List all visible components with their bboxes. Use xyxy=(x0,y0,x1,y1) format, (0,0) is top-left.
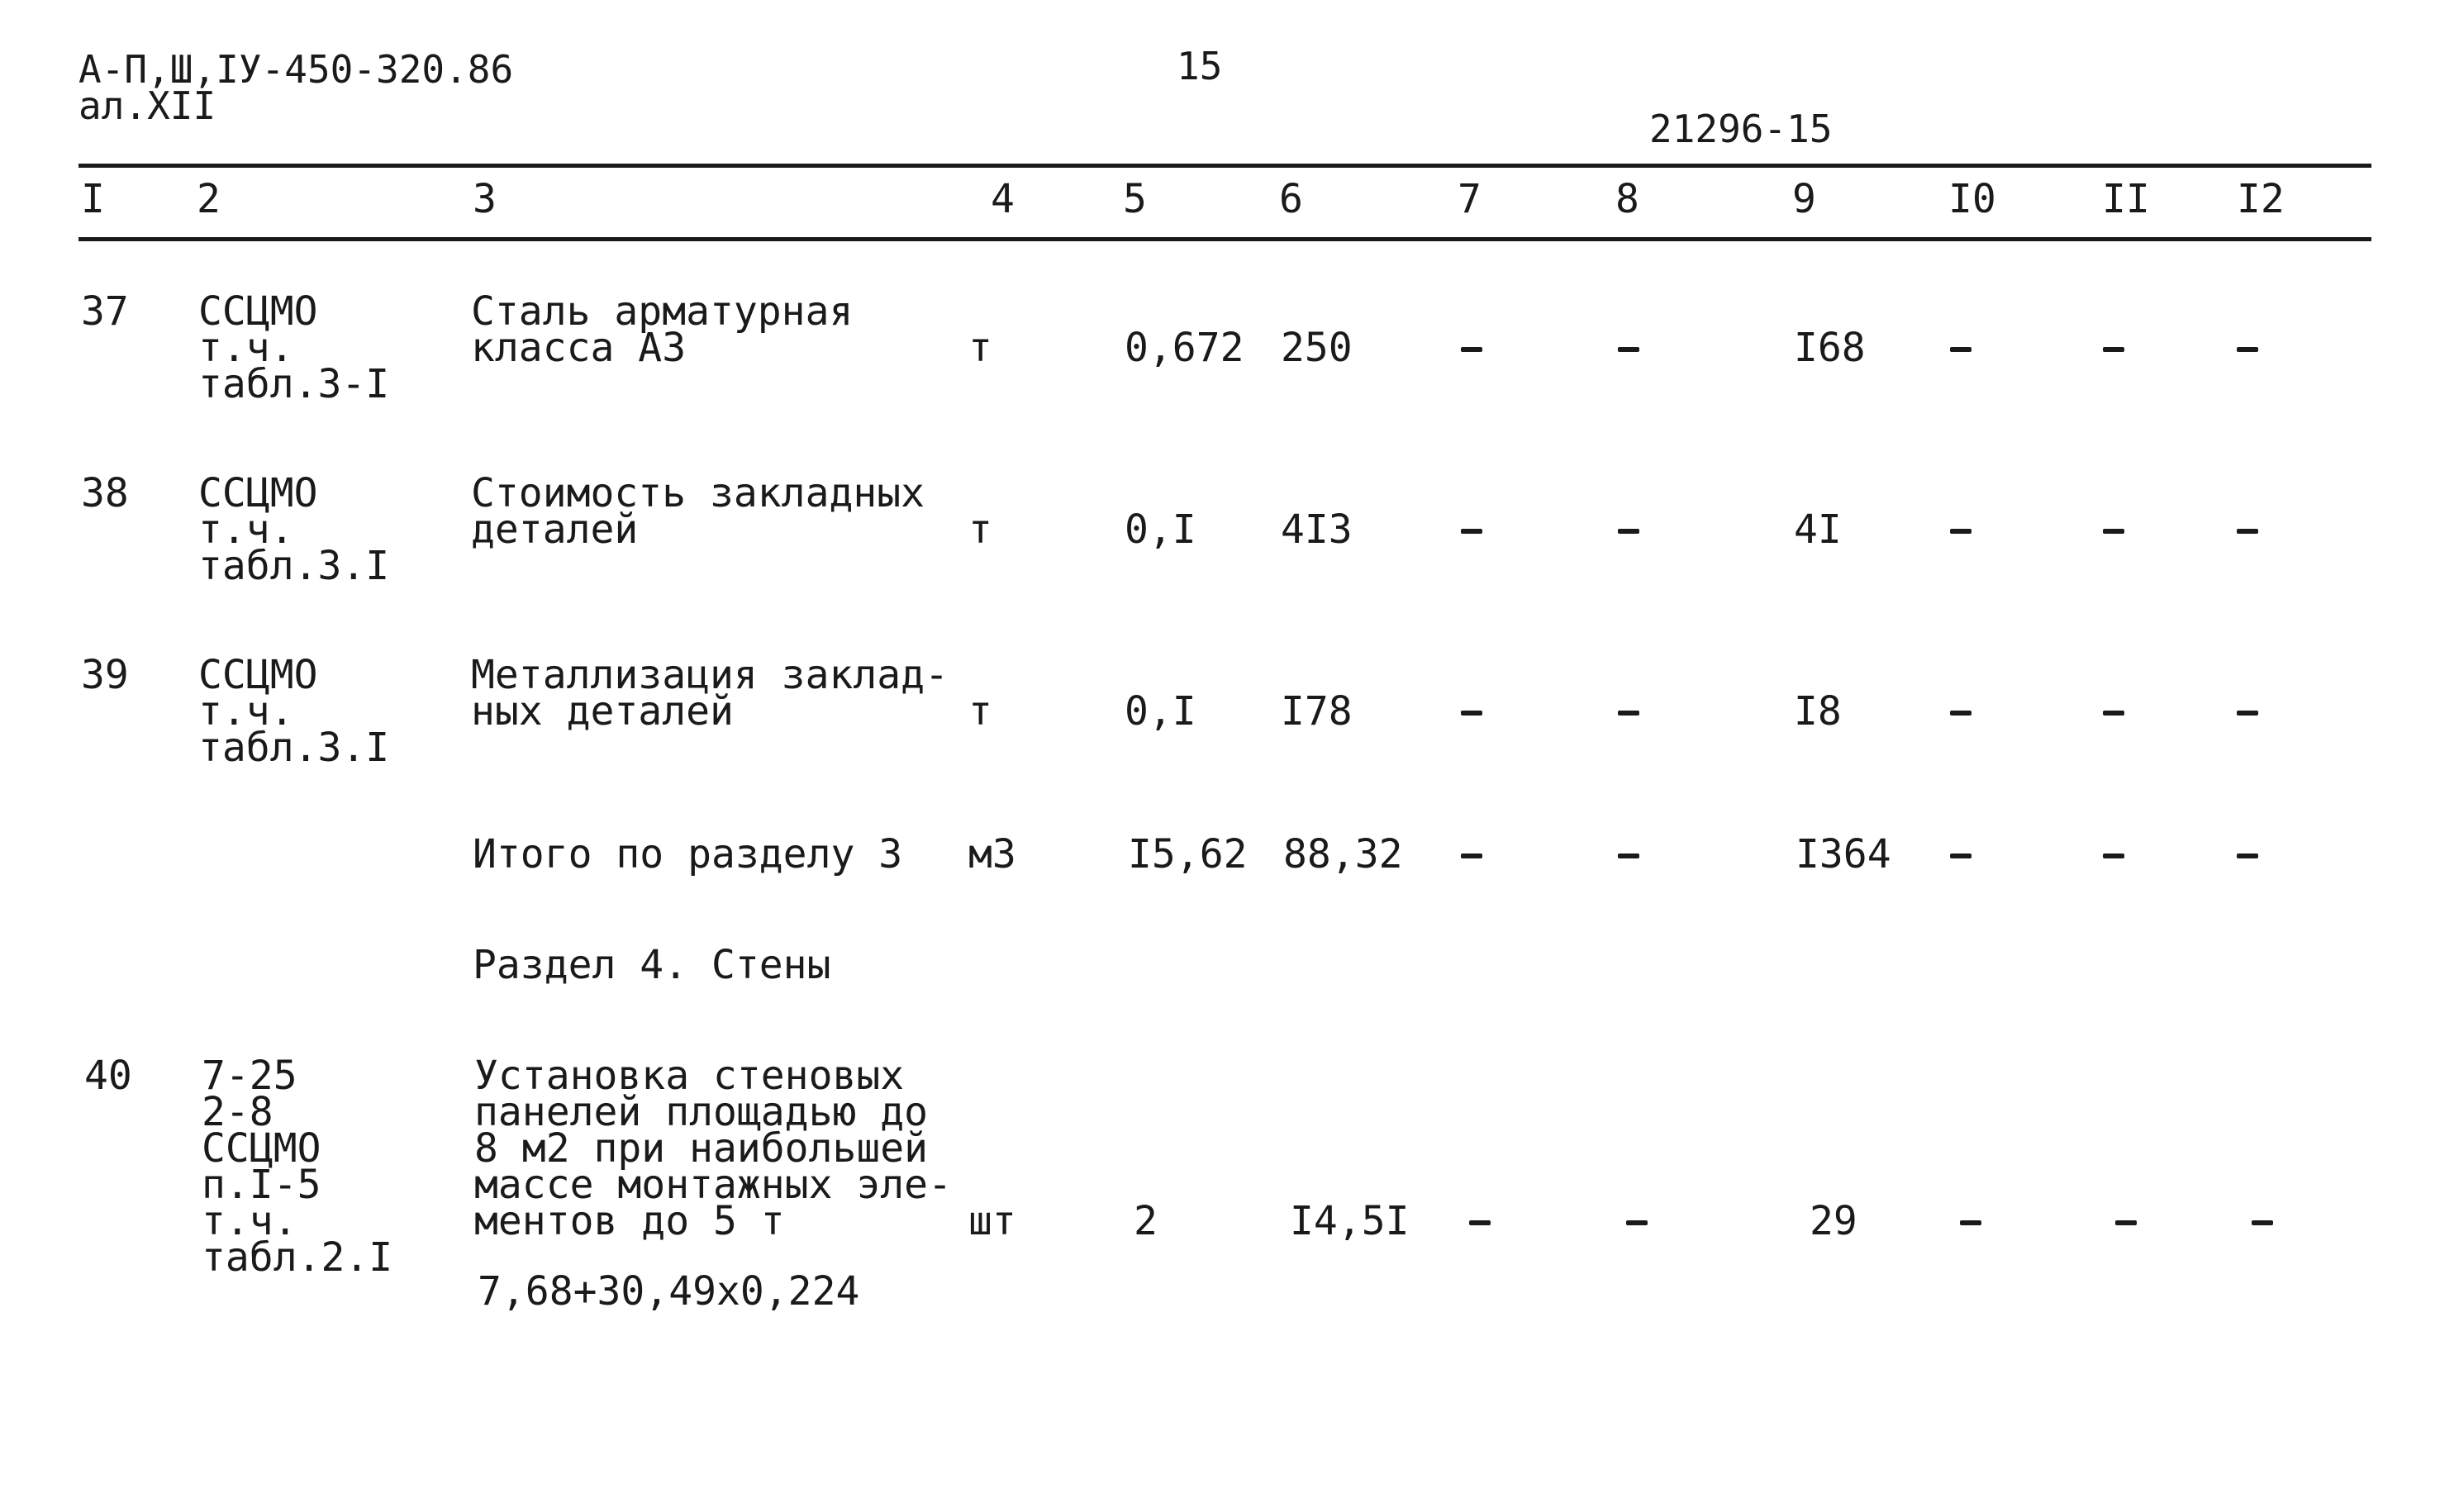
total-cost-cell: I68 xyxy=(1794,325,1866,371)
empty-cell-dash xyxy=(1950,853,1972,858)
calculation-formula: 7,68+30,49х0,224 xyxy=(478,1268,860,1315)
norm-code-line: ССЦМО xyxy=(202,1125,321,1172)
column-header-7: 7 xyxy=(1458,176,1482,222)
column-header-3: 3 xyxy=(473,176,497,222)
empty-cell-dash xyxy=(1461,853,1482,858)
column-header-9: 9 xyxy=(1792,176,1816,222)
column-header-11: II xyxy=(2102,176,2150,222)
column-header-6: 6 xyxy=(1279,176,1303,222)
unit-cost-cell: 250 xyxy=(1281,325,1353,371)
empty-cell-dash xyxy=(2103,529,2124,534)
empty-cell-dash xyxy=(2103,711,2124,716)
row-number: 38 xyxy=(81,470,129,516)
total-cost-cell: I8 xyxy=(1794,688,1842,735)
norm-code-line: табл.3.I xyxy=(198,725,390,771)
quantity-cell: 2 xyxy=(1134,1198,1158,1244)
quantity-cell: 0,I xyxy=(1125,688,1196,735)
quantity-cell: 0,I xyxy=(1125,506,1196,553)
empty-cell-dash xyxy=(1950,711,1972,716)
section-title: Раздел 4. Стены xyxy=(473,942,831,988)
norm-code-line: табл.3.I xyxy=(198,543,390,589)
document-code: А-П,Ш,IУ-450-320.86 xyxy=(78,47,514,92)
total-cost-cell: 29 xyxy=(1810,1198,1857,1244)
work-name-line: панелей площадью до xyxy=(474,1089,929,1135)
work-name-line: 8 м2 при наибольшей xyxy=(474,1125,929,1172)
empty-cell-dash xyxy=(1461,529,1482,534)
row-number: 37 xyxy=(81,288,129,335)
empty-cell-dash xyxy=(1618,711,1639,716)
empty-cell-dash xyxy=(1461,347,1482,352)
column-header-8: 8 xyxy=(1615,176,1639,222)
work-name-line: Металлизация заклад- xyxy=(471,652,949,698)
column-header-2: 2 xyxy=(197,176,221,222)
column-header-12: I2 xyxy=(2237,176,2285,222)
row-number: 40 xyxy=(84,1053,132,1099)
work-name-line: Стоимость закладных xyxy=(471,470,925,516)
work-name-line: ных деталей xyxy=(471,688,734,735)
empty-cell-dash xyxy=(1618,529,1639,534)
unit-cost-cell: I78 xyxy=(1281,688,1353,735)
empty-cell-dash xyxy=(1469,1220,1491,1225)
empty-cell-dash xyxy=(2237,711,2258,716)
quantity-cell: I5,62 xyxy=(1128,831,1248,877)
total-cost-cell: I364 xyxy=(1796,831,1891,877)
empty-cell-dash xyxy=(1960,1220,1981,1225)
empty-cell-dash xyxy=(2103,347,2124,352)
norm-code-line: ССЦМО xyxy=(198,652,318,698)
empty-cell-dash xyxy=(2115,1220,2137,1225)
norm-code-line: ССЦМО xyxy=(198,470,318,516)
unit-cost-cell: 4I3 xyxy=(1281,506,1353,553)
section-total-label: Итого по разделу 3 xyxy=(473,831,903,877)
norm-code-line: п.I-5 xyxy=(202,1162,321,1208)
header-bottom-rule xyxy=(78,237,2371,241)
total-cost-cell: 4I xyxy=(1794,506,1842,553)
norm-code-line: т.ч. xyxy=(198,688,294,735)
empty-cell-dash xyxy=(2237,529,2258,534)
column-header-1: I xyxy=(81,176,105,222)
norm-code-line: т.ч. xyxy=(198,506,294,553)
empty-cell-dash xyxy=(1618,853,1639,858)
norm-code-line: ССЦМО xyxy=(198,288,318,335)
unit-cell: т xyxy=(968,688,992,735)
header-top-rule xyxy=(78,164,2371,168)
norm-code-line: 2-8 xyxy=(202,1089,273,1135)
quantity-cell: 0,672 xyxy=(1125,325,1244,371)
work-name-line: массе монтажных эле- xyxy=(474,1162,952,1208)
album-label: ал.XII xyxy=(78,83,216,128)
page-number: 15 xyxy=(1177,44,1223,88)
unit-cost-cell: 88,32 xyxy=(1283,831,1403,877)
unit-cell: шт xyxy=(968,1198,1016,1244)
empty-cell-dash xyxy=(1950,529,1972,534)
empty-cell-dash xyxy=(2237,347,2258,352)
unit-cell: т xyxy=(968,325,992,371)
norm-code-line: т.ч. xyxy=(198,325,294,371)
empty-cell-dash xyxy=(1461,711,1482,716)
column-header-5: 5 xyxy=(1123,176,1147,222)
norm-code-line: т.ч. xyxy=(202,1198,297,1244)
work-name-line: класса А3 xyxy=(471,325,687,371)
empty-cell-dash xyxy=(1950,347,1972,352)
empty-cell-dash xyxy=(2237,853,2258,858)
unit-cost-cell: I4,5I xyxy=(1290,1198,1410,1244)
unit-cell: т xyxy=(968,506,992,553)
stamp-number: 21296-15 xyxy=(1649,107,1833,151)
empty-cell-dash xyxy=(1618,347,1639,352)
work-name-line: Установка стеновых xyxy=(474,1053,905,1099)
work-name-line: деталей xyxy=(471,506,639,553)
empty-cell-dash xyxy=(2103,853,2124,858)
column-header-4: 4 xyxy=(991,176,1015,222)
work-name-line: Сталь арматурная xyxy=(471,288,854,335)
norm-code-line: 7-25 xyxy=(202,1053,297,1099)
norm-code-line: табл.2.I xyxy=(202,1234,393,1281)
unit-cell: м3 xyxy=(968,831,1016,877)
column-header-10: I0 xyxy=(1948,176,1996,222)
row-number: 39 xyxy=(81,652,129,698)
empty-cell-dash xyxy=(1626,1220,1648,1225)
norm-code-line: табл.3-I xyxy=(198,361,390,407)
work-name-line: ментов до 5 т xyxy=(474,1198,785,1244)
empty-cell-dash xyxy=(2252,1220,2273,1225)
